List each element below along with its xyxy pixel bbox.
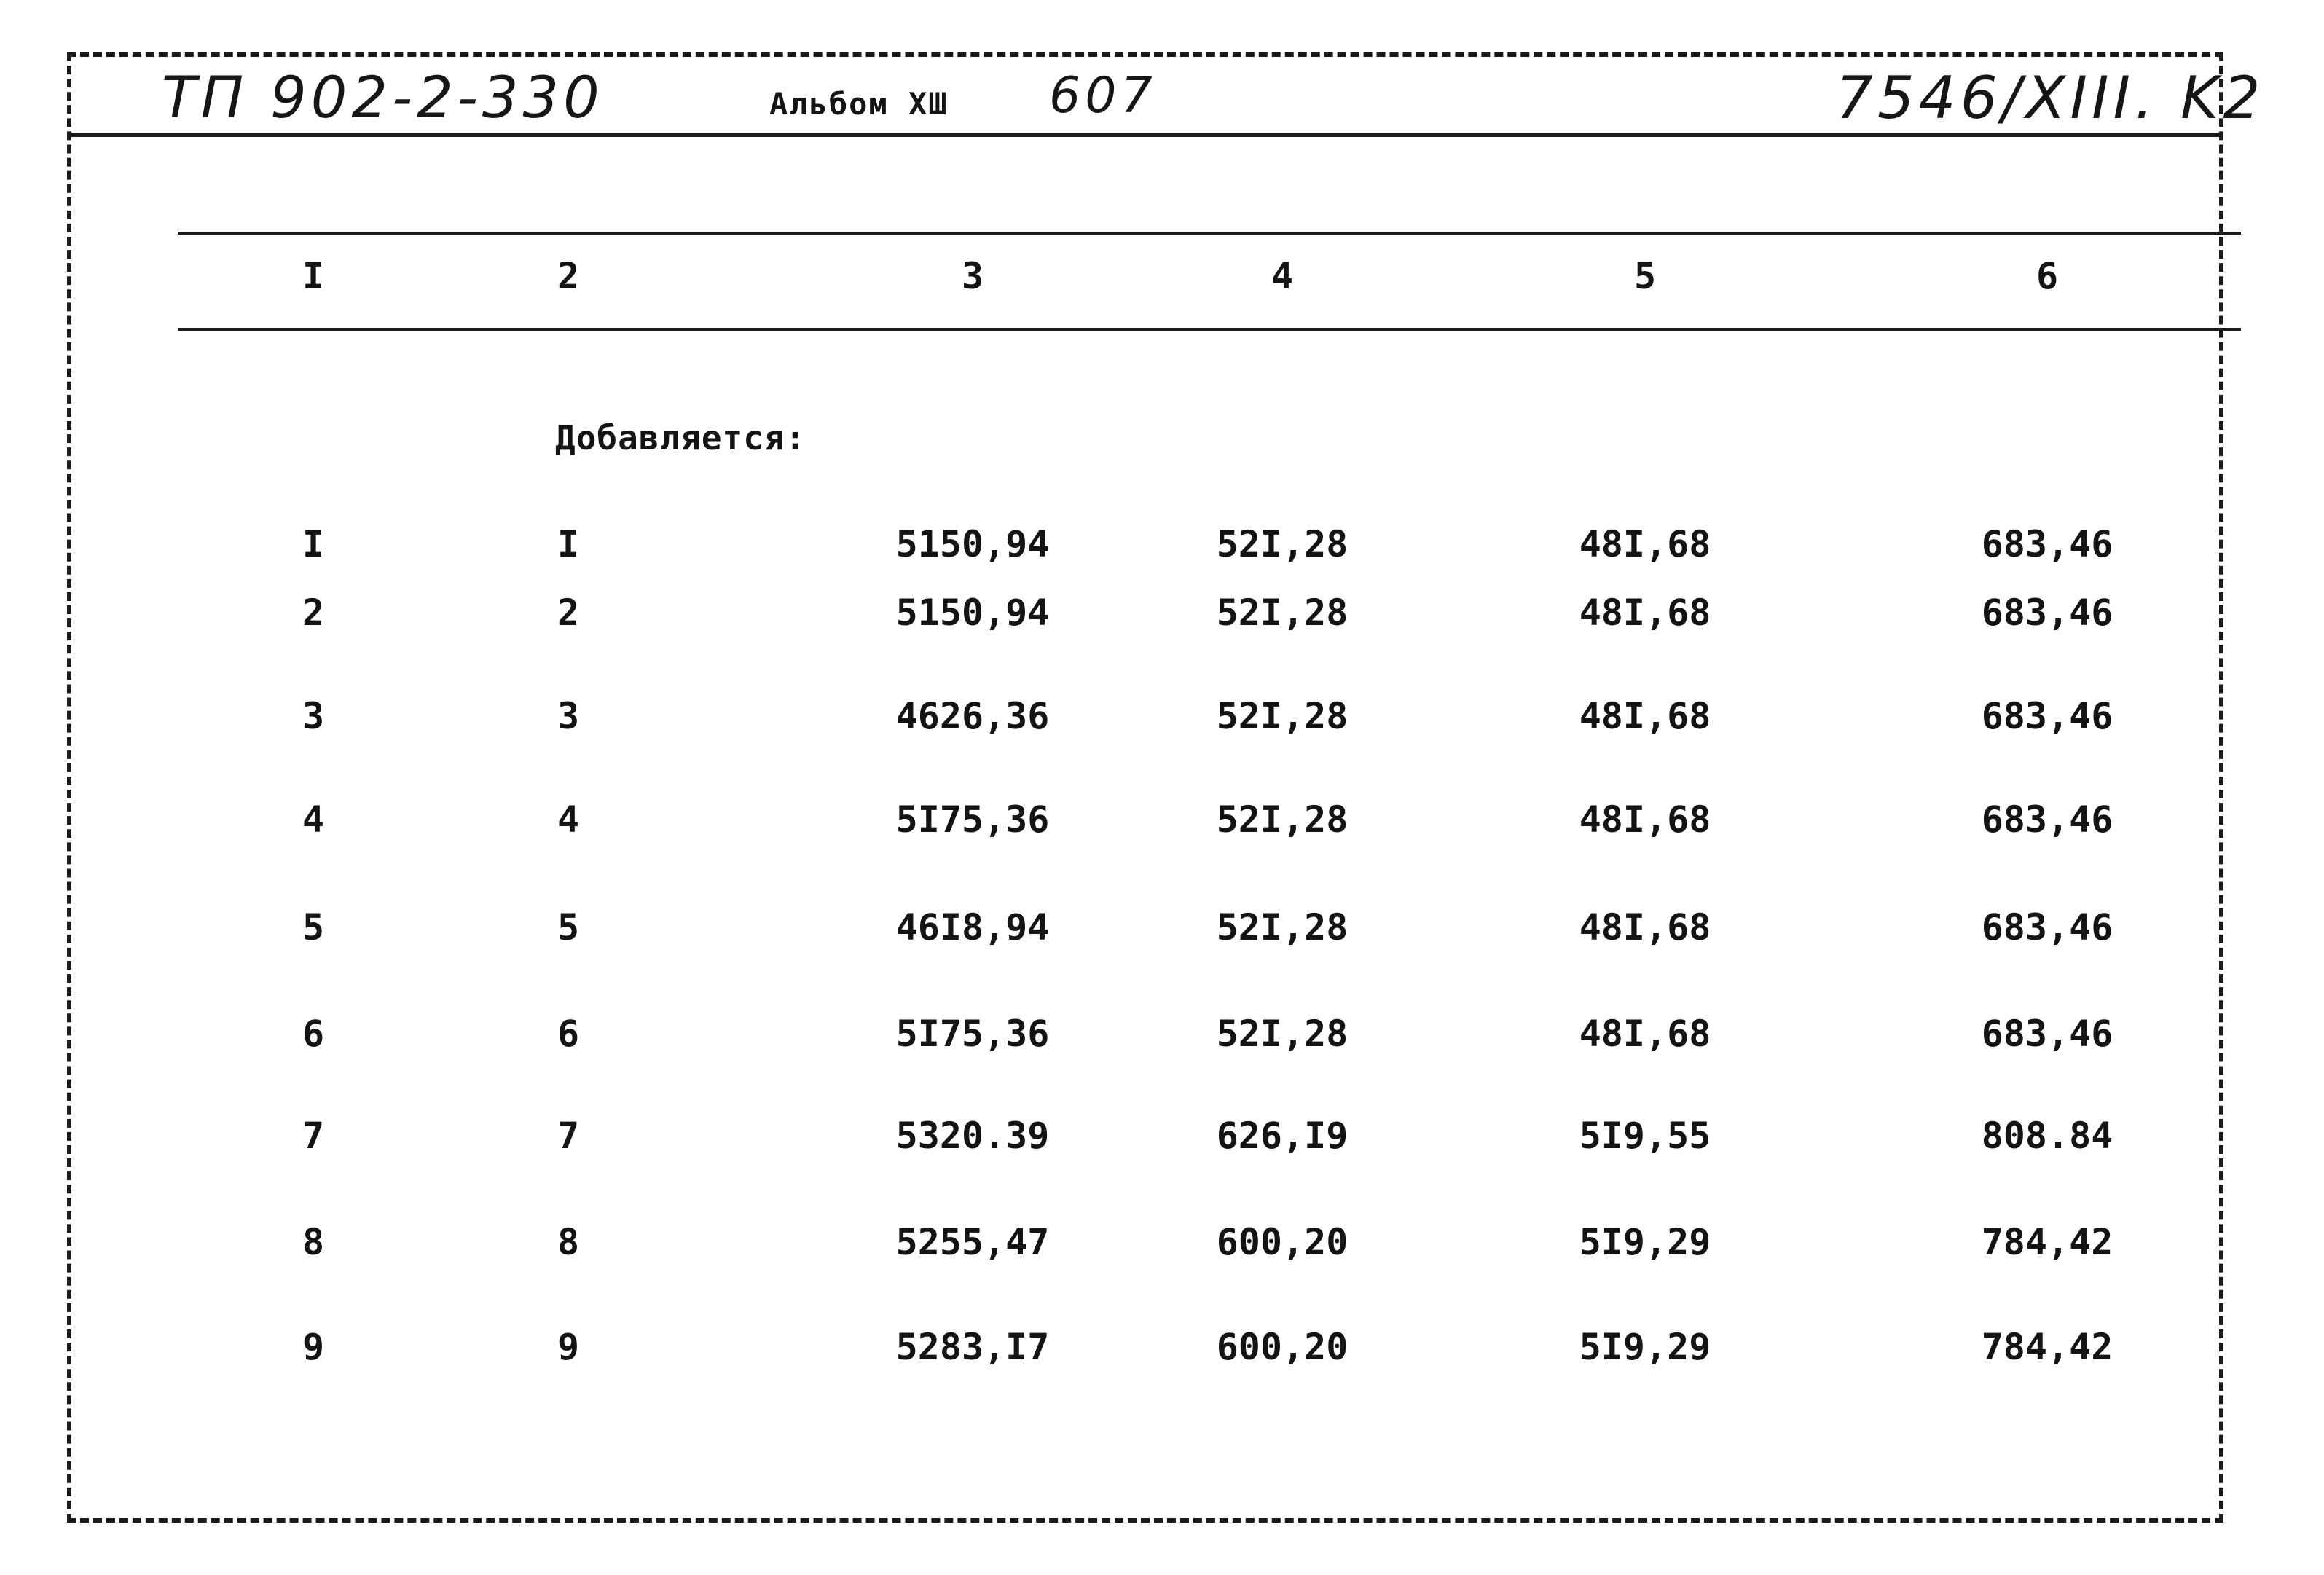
- table-cell: 683,46: [1981, 523, 2113, 565]
- table-cell: 48I,68: [1579, 523, 1711, 565]
- table-cell: 5I75,36: [895, 798, 1050, 841]
- table-cell: 48I,68: [1579, 592, 1711, 634]
- table-cell: 52I,28: [1216, 906, 1349, 948]
- table-cell: 5283,I7: [895, 1326, 1050, 1368]
- column-header: 4: [1271, 255, 1294, 297]
- table-cell: 48I,68: [1579, 798, 1711, 841]
- album-label: Альбом ХШ: [769, 86, 949, 122]
- table-cell: 683,46: [1981, 1013, 2113, 1055]
- page-frame: [67, 52, 2223, 1523]
- table-cell: 5I9,29: [1579, 1221, 1711, 1263]
- project-number: ТП 902-2-330: [162, 66, 604, 131]
- table-cell: 48I,68: [1579, 1013, 1711, 1055]
- table-cell: 683,46: [1981, 798, 2113, 841]
- table-cell: 4: [302, 798, 325, 841]
- table-cell: 8: [302, 1221, 325, 1263]
- table-cell: 9: [557, 1326, 580, 1368]
- table-cell: 2: [557, 592, 580, 634]
- table-cell: 52I,28: [1216, 523, 1349, 565]
- table-cell: 3: [302, 695, 325, 737]
- column-header: 6: [2036, 255, 2059, 297]
- table-cell: 5I9,29: [1579, 1326, 1711, 1368]
- table-cell: 5150,94: [895, 592, 1050, 634]
- table-cell: 52I,28: [1216, 798, 1349, 841]
- table-cell: 600,20: [1216, 1326, 1349, 1368]
- table-cell: 683,46: [1981, 906, 2113, 948]
- table-top-rule: [178, 232, 2241, 235]
- table-cell: 46I8,94: [895, 906, 1050, 948]
- section-label: Добавляется:: [555, 418, 806, 457]
- column-header: I: [302, 255, 325, 297]
- table-cell: 9: [302, 1326, 325, 1368]
- table-cell: 683,46: [1981, 592, 2113, 634]
- album-number: 607: [1049, 67, 1157, 125]
- table-cell: I: [302, 523, 325, 565]
- table-cell: 784,42: [1981, 1221, 2113, 1263]
- table-cell: 8: [557, 1221, 580, 1263]
- column-header: 5: [1633, 255, 1657, 297]
- table-cell: 52I,28: [1216, 1013, 1349, 1055]
- table-cell: 808.84: [1981, 1115, 2113, 1157]
- table-cell: 600,20: [1216, 1221, 1349, 1263]
- table-cell: 5150,94: [895, 523, 1050, 565]
- table-cell: 5: [302, 906, 325, 948]
- table-cell: 48I,68: [1579, 906, 1711, 948]
- table-cell: 7: [557, 1115, 580, 1157]
- table-cell: 784,42: [1981, 1326, 2113, 1368]
- table-cell: 52I,28: [1216, 592, 1349, 634]
- table-cell: 626,I9: [1216, 1115, 1349, 1157]
- column-header: 3: [961, 255, 984, 297]
- table-cell: 7: [302, 1115, 325, 1157]
- table-cell: 5I75,36: [895, 1013, 1050, 1055]
- table-cell: 2: [302, 592, 325, 634]
- table-cell: 5320.39: [895, 1115, 1050, 1157]
- table-cell: 5I9,55: [1579, 1115, 1711, 1157]
- table-cell: 4626,36: [895, 695, 1050, 737]
- table-cell: 5: [557, 906, 580, 948]
- table-cell: 6: [557, 1013, 580, 1055]
- table-cell: 6: [302, 1013, 325, 1055]
- header-divider: [67, 133, 2223, 137]
- table-header-rule: [178, 328, 2241, 331]
- document-code: 7546/XIII. K2: [1836, 64, 2265, 132]
- table-cell: 683,46: [1981, 695, 2113, 737]
- table-cell: 4: [557, 798, 580, 841]
- column-header: 2: [557, 255, 580, 297]
- table-cell: I: [557, 523, 580, 565]
- table-cell: 3: [557, 695, 580, 737]
- table-cell: 5255,47: [895, 1221, 1050, 1263]
- table-cell: 52I,28: [1216, 695, 1349, 737]
- table-cell: 48I,68: [1579, 695, 1711, 737]
